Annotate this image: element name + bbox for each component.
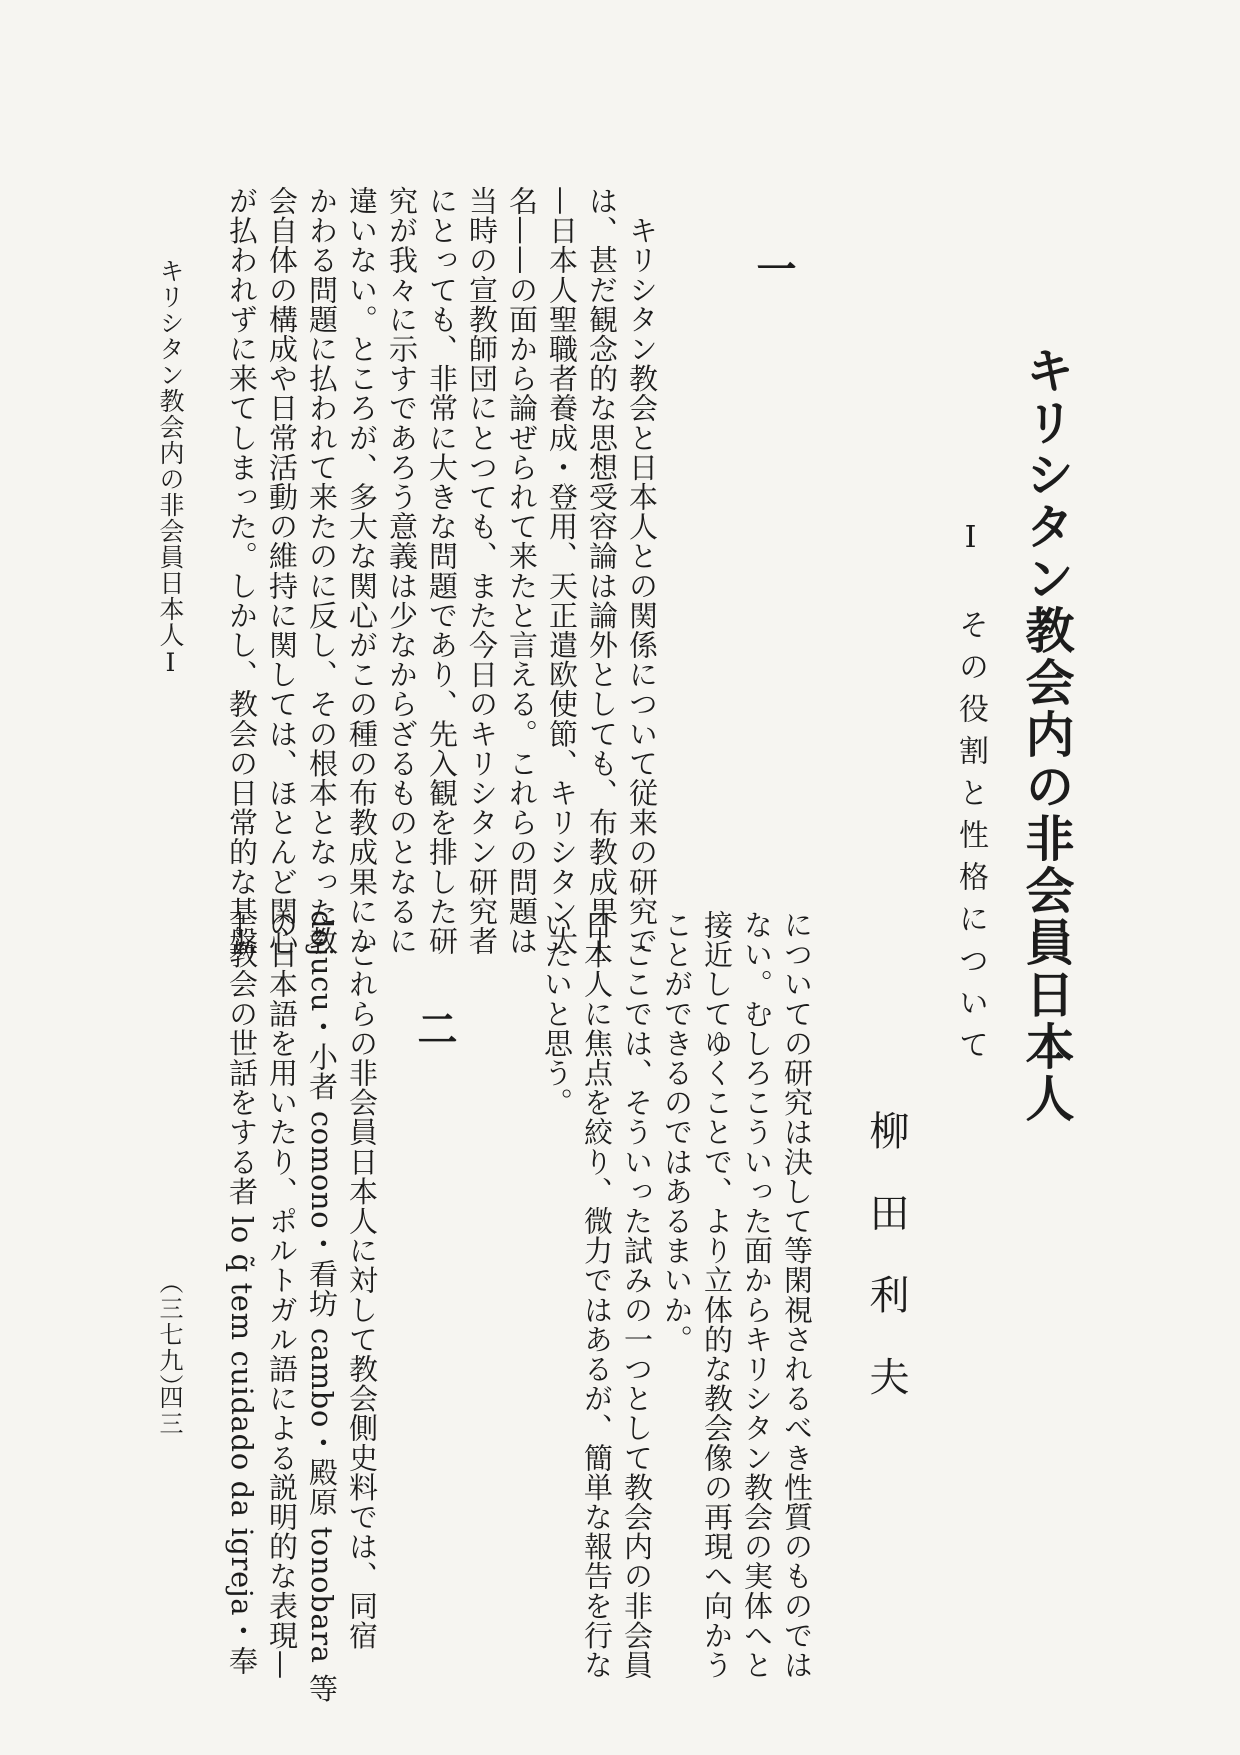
text-line: かわる問題に払われて来たのに反し、その根本となった教 [305,186,339,956]
text-line: が払われずに来てしまった。しかし、教会の日常的な基盤 [225,186,259,956]
text-line: 会自体の構成や日常活動の維持に関しては、ほとんど関心 [265,186,299,956]
text-line: これらの非会員日本人に対して教会側史料では、同宿 [345,910,379,1650]
page-number: 四三 [155,1385,183,1437]
text-line: 名——の面から論ぜられて来たと言える。これらの問題は [505,186,539,956]
text-line: —教会の世話をする者 lo q̃ tem cuidado da igreja・奉 [225,910,259,1676]
text-line: ない。むしろこういった面からキリシタン教会の実体へと [740,910,774,1680]
text-line: —日本人聖職者養成・登用、天正遣欧使節、キリシタン大 [545,186,579,956]
text-line: 接近してゆくことで、より立体的な教会像の再現へ向かう [700,910,734,1680]
text-line: の日本語を用いたり、ポルトガル語による説明的な表現— [265,910,299,1680]
section-heading-1: 一 [750,248,797,288]
text-line: は、甚だ観念的な思想受容論は論外としても、布教成果— [585,186,619,956]
article-subtitle: Ⅰ その役割と性格について [953,520,988,1071]
text-line: ここでは、そういった試みの一つとして教会内の非会員 [620,910,654,1680]
running-title: キリシタン教会内の非会員日本人Ⅰ [156,258,185,678]
article-title: キリシタン教会内の非会員日本人 [1018,345,1076,1125]
text-line: dojucu・小者 comono・看坊 cambo・殿原 tonobara 等 [305,910,339,1703]
text-line: 究が我々に示すであろう意義は少なからざるものとなるに [385,186,419,956]
text-line: いたいと思う。 [540,910,574,1118]
text-line: についての研究は決して等閑視されるべき性質のものでは [780,910,814,1680]
page-number-original: （三七九） [155,1270,183,1400]
text-line: キリシタン教会と日本人との関係について従来の研究で [625,186,659,956]
text-line: ことができるのではあるまいか。 [660,910,694,1354]
author-name: 柳田利夫 [863,1110,909,1438]
text-line: 違いない。ところが、多大な関心がこの種の布教成果にか [345,186,379,956]
text-line: 当時の宣教師団にとつても、また今日のキリシタン研究者 [465,186,499,956]
text-line: 日本人に焦点を絞り、微力ではあるが、簡単な報告を行な [580,910,614,1680]
section-heading-2: 二 [411,1008,458,1048]
text-line: にとっても、非常に大きな問題であり、先入観を排した研 [425,186,459,956]
